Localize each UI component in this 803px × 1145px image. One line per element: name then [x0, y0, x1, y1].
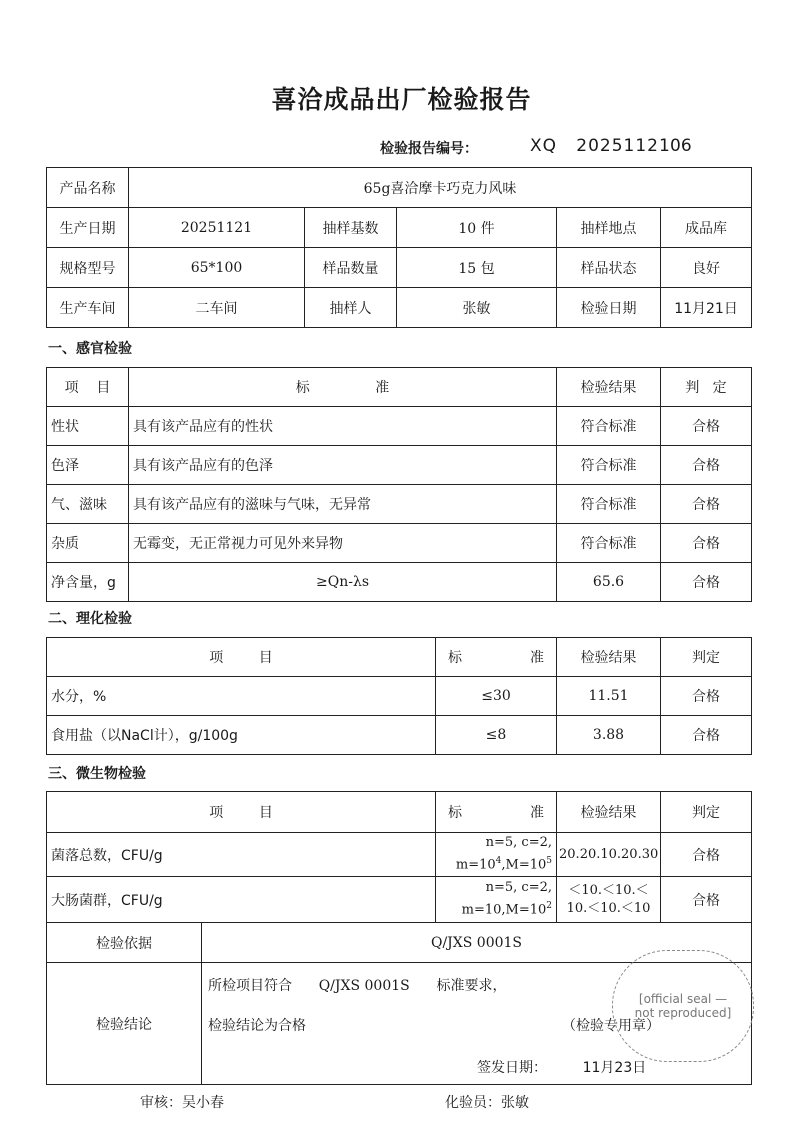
table-row: 食用盐（以NaCl计），g/100g ≤8 3.88 合格	[47, 716, 752, 755]
conclusion-result: 检验结论为合格	[208, 1018, 306, 1034]
sampler: 张敏	[397, 288, 557, 328]
micro-col-judge: 判定	[661, 792, 752, 833]
workshop: 二车间	[129, 288, 305, 328]
seal-placeholder: [official seal — not reproduced]	[612, 950, 754, 1062]
sensory-heading: 一、感官检验	[48, 341, 132, 357]
table-row: 水分，% ≤30 11.51 合格	[47, 677, 752, 716]
sensory-col-item: 项 目	[47, 368, 129, 407]
sample-state: 良好	[661, 248, 752, 288]
physchem-col-result: 检验结果	[557, 638, 661, 677]
chemist-name: 张敏	[501, 1095, 529, 1111]
prod-date: 20251121	[129, 208, 305, 248]
table-row: 色泽 具有该产品应有的色泽 符合标准 合格	[47, 446, 752, 485]
table-row: 大肠菌群，CFU/g n=5, c=2, $m=10,M=10^2$ ＜10.＜10.＜ 10.＜10.＜10 合格	[47, 877, 752, 923]
table-row: 杂质 无霉变，无正常视力可见外来异物 符合标准 合格	[47, 524, 752, 563]
stamp-note: （检验专用章）	[562, 1018, 660, 1034]
sample-qty: 15 包	[397, 248, 557, 288]
table-row: 气、滋味 具有该产品应有的滋味与气味，无异常 符合标准 合格	[47, 485, 752, 524]
table-row: 菌落总数，CFU/g n=5, c=2, $m=10^4,M=10^5$ 20.20.10.20.30 合格	[47, 833, 752, 877]
reviewer-name: 吴小春	[182, 1095, 224, 1111]
physchem-col-judge: 判定	[661, 638, 752, 677]
prod-date-label: 生产日期	[47, 208, 129, 248]
physchem-col-item: 项 目	[47, 638, 436, 677]
spec-label: 规格型号	[47, 248, 129, 288]
conclusion-body: 所检项目符合 Q/JXS 0001S 标准要求， 检验结论为合格 （检验专用章） 签发日期： 11月23日	[202, 963, 752, 1085]
inspect-date: 11月21日	[661, 288, 752, 328]
physchem-col-standard: 标 准	[436, 638, 557, 677]
chemist: 化验员：张敏	[445, 1095, 529, 1111]
report-number-value: XQ 20251121	[530, 136, 671, 156]
sampler-label: 抽样人	[305, 288, 397, 328]
report-number-label: 检验报告编号：	[380, 141, 478, 157]
sensory-col-judge: 判 定	[661, 368, 752, 407]
product-name-label: 产品名称	[47, 168, 129, 208]
workshop-label: 生产车间	[47, 288, 129, 328]
inspect-date-label: 检验日期	[557, 288, 661, 328]
product-name: 65g喜洽摩卡巧克力风味	[129, 168, 752, 208]
micro-col-standard: 标 准	[436, 792, 557, 833]
basic-info-table	[46, 167, 752, 328]
issue-date: 签发日期： 11月23日	[477, 1060, 647, 1076]
sample-place-label: 抽样地点	[557, 208, 661, 248]
report-number-seq: 06	[670, 136, 692, 156]
sample-base: 10 件	[397, 208, 557, 248]
micro-heading: 三、微生物检验	[48, 766, 146, 782]
physchem-heading: 二、理化检验	[48, 611, 132, 627]
sample-base-label: 抽样基数	[305, 208, 397, 248]
table-row: 净含量，g ≥Qn-λs 65.6 合格	[47, 563, 752, 602]
physchem-table	[46, 637, 752, 755]
micro-col-item: 项 目	[47, 792, 436, 833]
micro-col-result: 检验结果	[557, 792, 661, 833]
sample-qty-label: 样品数量	[305, 248, 397, 288]
basis-value: Q/JXS 0001S	[202, 923, 752, 963]
sensory-col-standard: 标 准	[129, 368, 557, 407]
conclusion-label: 检验结论	[47, 963, 202, 1085]
sensory-col-result: 检验结果	[557, 368, 661, 407]
reviewer: 审核：吴小春	[140, 1095, 224, 1111]
report-title: 喜洽成品出厂检验报告	[271, 85, 532, 114]
sample-place: 成品库	[661, 208, 752, 248]
basis-label: 检验依据	[47, 923, 202, 963]
report-number	[380, 136, 692, 158]
sensory-table	[46, 367, 752, 602]
table-row: 性状 具有该产品应有的性状 符合标准 合格	[47, 407, 752, 446]
sample-state-label: 样品状态	[557, 248, 661, 288]
spec: 65*100	[129, 248, 305, 288]
